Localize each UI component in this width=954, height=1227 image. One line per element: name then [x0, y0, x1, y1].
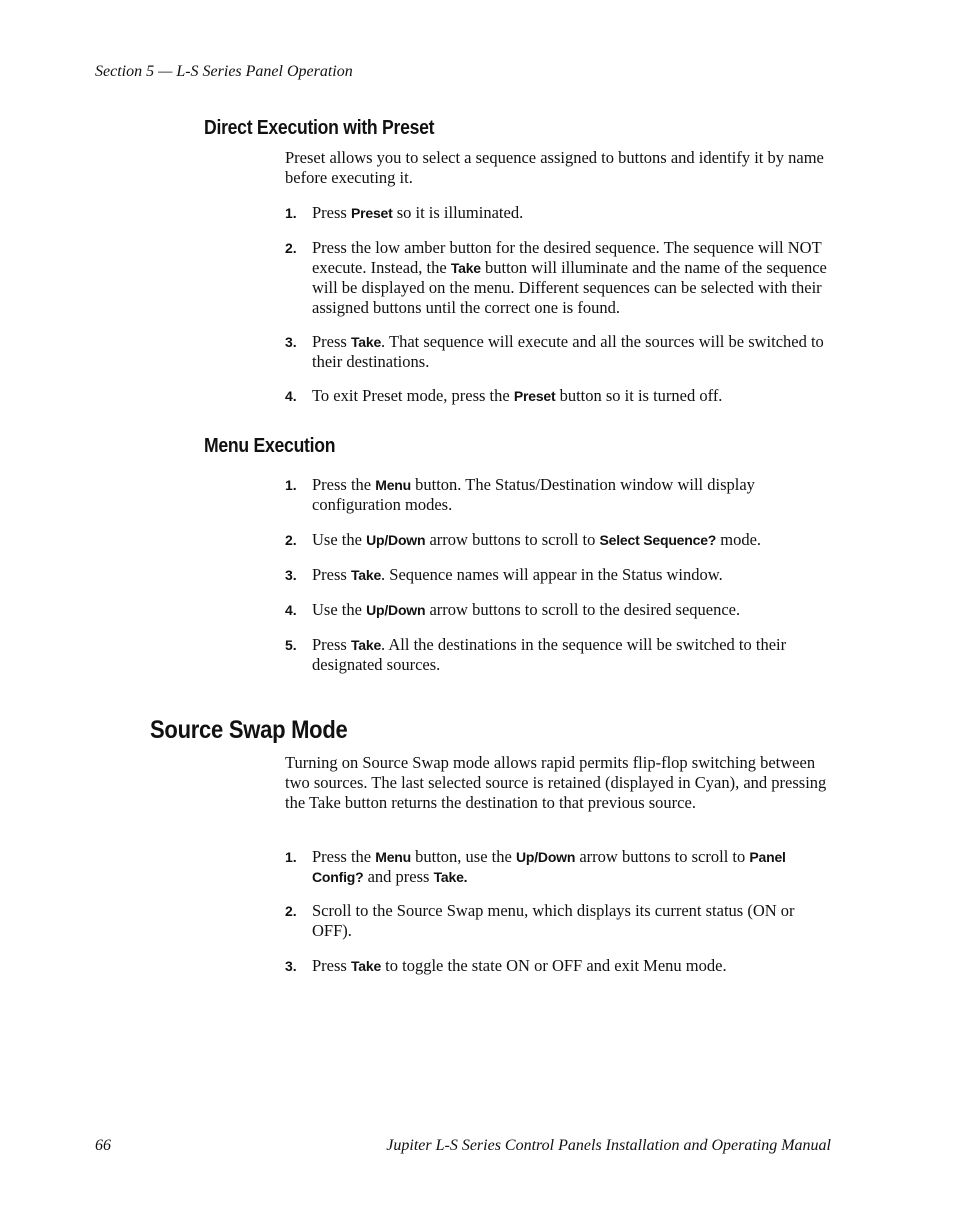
step-number: 1. — [285, 205, 297, 221]
step-text-run: button will illuminate and the name of the sequence will be displayed on the menu. Different sequences can be selected with their assigned buttons until the correct one is found. — [312, 258, 827, 317]
keyword: Take — [350, 637, 382, 653]
step-text-run: Press the — [312, 847, 376, 866]
direct-intro: Preset allows you to select a sequence assigned to buttons and identify it by name before executing it. — [285, 148, 824, 187]
step-text-run: button, use the — [411, 847, 516, 866]
menu-step — [285, 475, 835, 515]
step-number: 4. — [285, 602, 297, 618]
keyword: Take — [350, 958, 382, 974]
keyword: Up/Down — [366, 532, 426, 548]
step-text — [312, 332, 835, 372]
step-text-run: . That sequence will execute and all the sources will be switched to their destinations. — [312, 332, 824, 371]
heading-direct-execution: Direct Execution with Preset — [204, 117, 435, 139]
step-number: 2. — [285, 532, 297, 548]
step-text-run: Scroll to the Source Swap menu, which displays its current status (ON or OFF). — [312, 901, 795, 940]
step-text — [312, 956, 835, 976]
step-number: 3. — [285, 958, 297, 974]
page-number: 66 — [95, 1137, 111, 1154]
step-text — [312, 635, 835, 675]
step-text — [312, 203, 835, 223]
step-number: 2. — [285, 240, 297, 256]
menu-step — [285, 600, 835, 620]
manual-title: Jupiter L-S Series Control Panels Installation and Operating Manual — [386, 1137, 831, 1154]
step-text-run: Press — [312, 956, 351, 975]
keyword: Up/Down — [366, 602, 426, 618]
step-text-run: arrow buttons to scroll to — [575, 847, 750, 866]
step-text-run: mode. — [716, 530, 762, 549]
direct-step — [285, 203, 835, 223]
swap-step — [285, 901, 835, 941]
step-text-run: to toggle the state ON or OFF and exit Menu mode. — [381, 956, 727, 975]
step-text-run: . All the destinations in the sequence will be switched to their designated sources. — [312, 635, 787, 674]
heading-menu-execution: Menu Execution — [204, 435, 336, 457]
step-text-run: so it is illuminated. — [392, 203, 524, 222]
direct-step — [285, 332, 835, 372]
keyword: Panel Config? — [312, 849, 786, 885]
swap-intro: Turning on Source Swap mode allows rapid permits flip-flop switching between two sources. The last selected source is retained (displayed in Cyan), and pressing the Take button returns the destination to that previous source. — [285, 753, 827, 812]
step-text-run: button. The Status/Destination window will display configuration modes. — [312, 475, 755, 514]
step-text — [312, 530, 835, 550]
step-number: 2. — [285, 903, 297, 919]
keyword: Take — [450, 260, 481, 276]
step-text-run: and press — [363, 867, 434, 886]
keyword: Take — [350, 567, 382, 583]
step-text-run: Press — [312, 565, 351, 584]
step-text-run: Press the — [312, 475, 376, 494]
step-text-run: Use the — [312, 530, 367, 549]
step-text-run: arrow buttons to scroll to — [425, 530, 600, 549]
keyword: Preset — [350, 205, 393, 221]
keyword: Select Sequence? — [599, 532, 717, 548]
swap-step — [285, 956, 835, 976]
running-head: Section 5 — L-S Series Panel Operation — [95, 63, 353, 80]
step-number: 3. — [285, 334, 297, 350]
heading-source-swap-mode: Source Swap Mode — [150, 716, 348, 744]
step-number: 3. — [285, 567, 297, 583]
step-number: 1. — [285, 477, 297, 493]
step-text-run: . Sequence names will appear in the Status window. — [381, 565, 723, 584]
menu-step — [285, 565, 835, 585]
swap-step — [285, 847, 835, 887]
step-text — [312, 475, 835, 515]
step-text-run: Press — [312, 203, 351, 222]
menu-step — [285, 530, 835, 550]
step-number: 1. — [285, 849, 297, 865]
keyword: Up/Down — [515, 849, 576, 865]
keyword: Take — [350, 334, 382, 350]
keyword: Take. — [433, 869, 468, 885]
step-number: 4. — [285, 388, 297, 404]
step-text — [312, 847, 835, 887]
step-text-run: button so it is turned off. — [555, 386, 723, 405]
keyword: Menu — [375, 849, 412, 865]
direct-step — [285, 238, 835, 318]
step-number: 5. — [285, 637, 297, 653]
step-text — [312, 565, 835, 585]
direct-step — [285, 386, 835, 406]
step-text-run: Use the — [312, 600, 367, 619]
menu-step — [285, 635, 835, 675]
step-text — [312, 600, 835, 620]
step-text-run: Press — [312, 635, 351, 654]
keyword: Preset — [513, 388, 556, 404]
step-text — [312, 386, 835, 406]
step-text-run: To exit Preset mode, press the — [312, 386, 514, 405]
step-text — [312, 901, 835, 941]
step-text-run: Press the low amber button for the desired sequence. The sequence will NOT execute. Instead, the — [312, 238, 822, 277]
keyword: Menu — [375, 477, 412, 493]
step-text — [312, 238, 835, 318]
step-text-run: arrow buttons to scroll to the desired sequence. — [425, 600, 741, 619]
step-text-run: Press — [312, 332, 351, 351]
